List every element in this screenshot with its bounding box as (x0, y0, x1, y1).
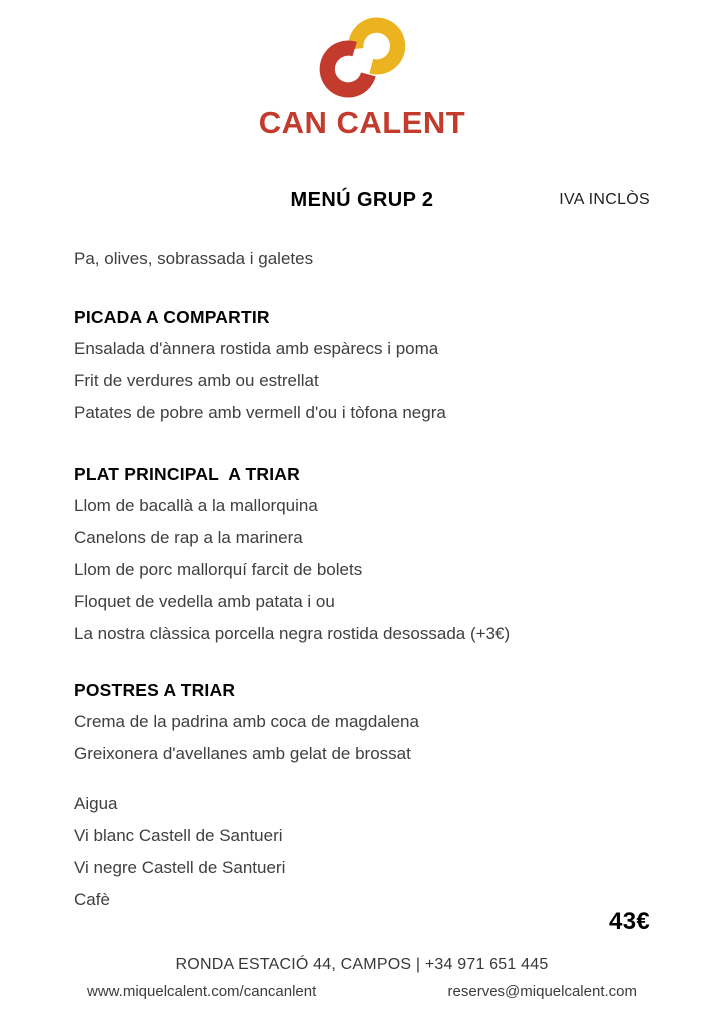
logo-red-c (320, 40, 376, 97)
brand-name: CAN CALENT (258, 105, 466, 140)
menu-item: Patates de pobre amb vermell d'ou i tòfona negra (74, 403, 446, 422)
menu-item: Canelons de rap a la marinera (74, 528, 303, 547)
section-title: POSTRES A TRIAR (74, 680, 236, 700)
drinks-list (74, 788, 650, 916)
footer (0, 956, 724, 1000)
section-title: PICADA A COMPARTIR (74, 307, 270, 327)
menu-item: Ensalada d'ànnera rostida amb espàrecs i poma (74, 339, 439, 358)
menu-item: Llom de porc mallorquí farcit de bolets (74, 560, 363, 579)
drink-item: Vi blanc Castell de Santueri (74, 826, 283, 845)
website-text: www.miquelcalent.com/cancanlent (87, 983, 317, 1000)
section-plat-principal (74, 458, 650, 650)
email-text: reserves@miquelcalent.com (447, 983, 637, 1000)
intro-line: Pa, olives, sobrassada i galetes (74, 249, 314, 268)
price-row (74, 908, 650, 936)
menu-item: Crema de la padrina amb coca de magdalena (74, 712, 419, 731)
can-calent-logo-icon (306, 12, 418, 104)
menu-title: MENÚ GRUP 2 (290, 189, 434, 211)
section-title: PLAT PRINCIPAL A TRIAR (74, 464, 300, 484)
address-phone: RONDA ESTACIÓ 44, CAMPOS | +34 971 651 445 (175, 956, 549, 973)
footer-links-row (0, 983, 724, 1000)
drink-item: Vi negre Castell de Santueri (74, 858, 286, 877)
logo-yellow-c (348, 17, 405, 74)
menu-item: Floquet de vedella amb patata i ou (74, 592, 335, 611)
drink-item: Cafè (74, 890, 110, 909)
menu-item: Llom de bacallà a la mallorquina (74, 496, 318, 515)
brand-header (74, 12, 650, 140)
section-postres (74, 674, 650, 770)
menu-item: Greixonera d'avellanes amb gelat de brossat (74, 744, 411, 763)
tax-included-note: IVA INCLÒS (559, 191, 650, 208)
section-picada (74, 301, 650, 429)
drink-item: Aigua (74, 794, 118, 813)
menu-item: La nostra clàssica porcella negra rostida desossada (+3€) (74, 624, 511, 643)
menu-price: 43€ (609, 908, 650, 935)
title-row (74, 188, 650, 214)
menu-item: Frit de verdures amb ou estrellat (74, 371, 319, 390)
